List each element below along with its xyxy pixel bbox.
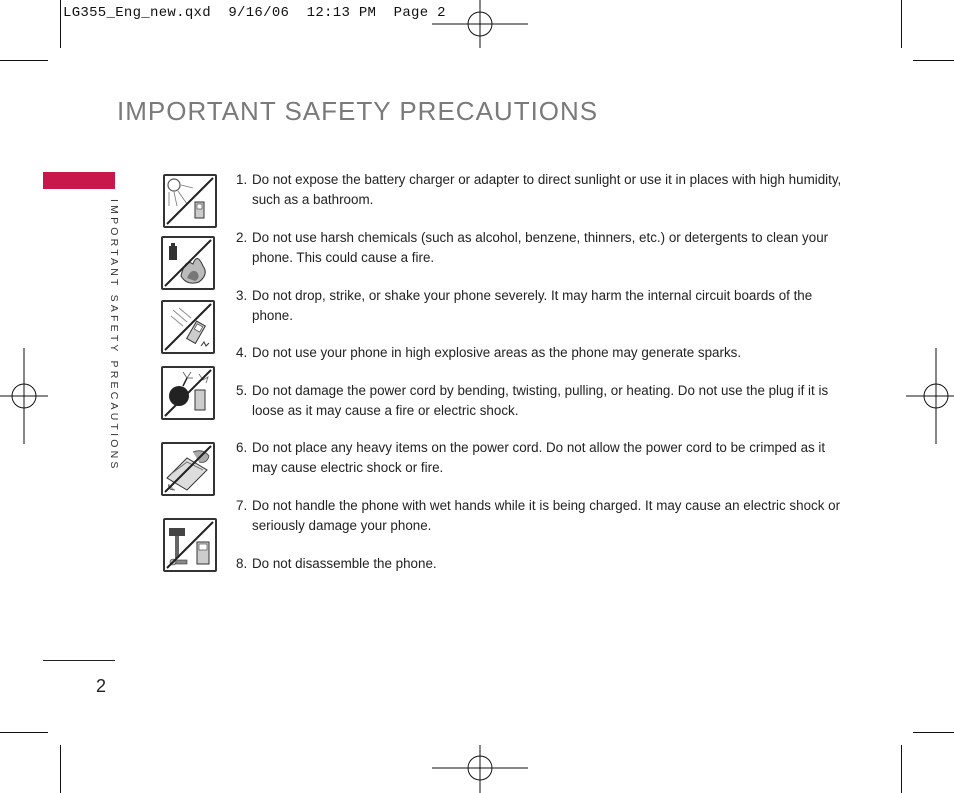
item-number: 4. xyxy=(236,345,248,360)
list-item xyxy=(236,343,846,363)
item-text: Do not disassemble the phone. xyxy=(252,556,437,571)
registration-mark-icon xyxy=(906,348,954,444)
crop-mark xyxy=(60,745,61,793)
list-item xyxy=(236,286,846,326)
crop-mark xyxy=(901,0,902,48)
item-number: 7. xyxy=(236,498,248,513)
registration-mark-icon xyxy=(432,0,528,48)
crop-mark xyxy=(0,732,48,733)
list-item xyxy=(236,228,846,268)
list-item xyxy=(236,438,846,478)
crop-mark xyxy=(0,60,48,61)
item-number: 6. xyxy=(236,440,248,455)
registration-mark-icon xyxy=(432,745,528,793)
item-text: Do not expose the battery charger or adapter to direct sunlight or use it in places with high humidity, such as a bathroom. xyxy=(252,172,842,207)
item-text: Do not handle the phone with wet hands while it is being charged. It may cause an electric shock or seriously damage your phone. xyxy=(252,498,841,533)
item-text: Do not use your phone in high explosive areas as the phone may generate sparks. xyxy=(252,345,742,360)
print-slug: LG355_Eng_new.qxd 9/16/06 12:13 PM Page 2 xyxy=(63,5,446,21)
item-number: 3. xyxy=(236,288,248,303)
registration-mark-icon xyxy=(0,348,48,444)
no-explosive-area-icon xyxy=(161,366,215,420)
no-chemicals-fire-icon xyxy=(161,236,215,290)
no-drop-icon xyxy=(161,300,215,354)
list-item xyxy=(236,381,846,421)
section-color-tab xyxy=(43,172,115,189)
no-disassemble-icon xyxy=(163,518,217,572)
page-title: IMPORTANT SAFETY PRECAUTIONS xyxy=(117,96,599,126)
list-item xyxy=(236,554,846,574)
item-text: Do not drop, strike, or shake your phone severely. It may harm the internal circuit boards of the phone. xyxy=(252,288,813,323)
no-sunlight-humidity-icon xyxy=(163,174,217,228)
item-number: 1. xyxy=(236,172,248,187)
page-number: 2 xyxy=(96,676,107,696)
item-text: Do not use harsh chemicals (such as alcohol, benzene, thinners, etc.) or detergents to clean your phone. This could cause a fire. xyxy=(252,230,829,265)
no-heavy-items-icon xyxy=(161,442,215,496)
footer-rule xyxy=(43,660,115,661)
crop-mark xyxy=(901,745,902,793)
item-number: 8. xyxy=(236,556,248,571)
item-text: Do not damage the power cord by bending, twisting, pulling, or heating. Do not use the plug if it is loose as it may cause a fire or electric shock. xyxy=(252,383,829,418)
item-text: Do not place any heavy items on the power cord. Do not allow the power cord to be crimped as it may cause electric shock or fire. xyxy=(252,440,826,475)
crop-mark xyxy=(913,732,954,733)
list-item xyxy=(236,496,846,536)
section-side-label: IMPORTANT SAFETY PRECAUTIONS xyxy=(108,199,120,472)
crop-mark xyxy=(60,0,61,48)
item-number: 2. xyxy=(236,230,248,245)
item-number: 5. xyxy=(236,383,248,398)
crop-mark xyxy=(913,60,954,61)
list-item xyxy=(236,170,846,210)
